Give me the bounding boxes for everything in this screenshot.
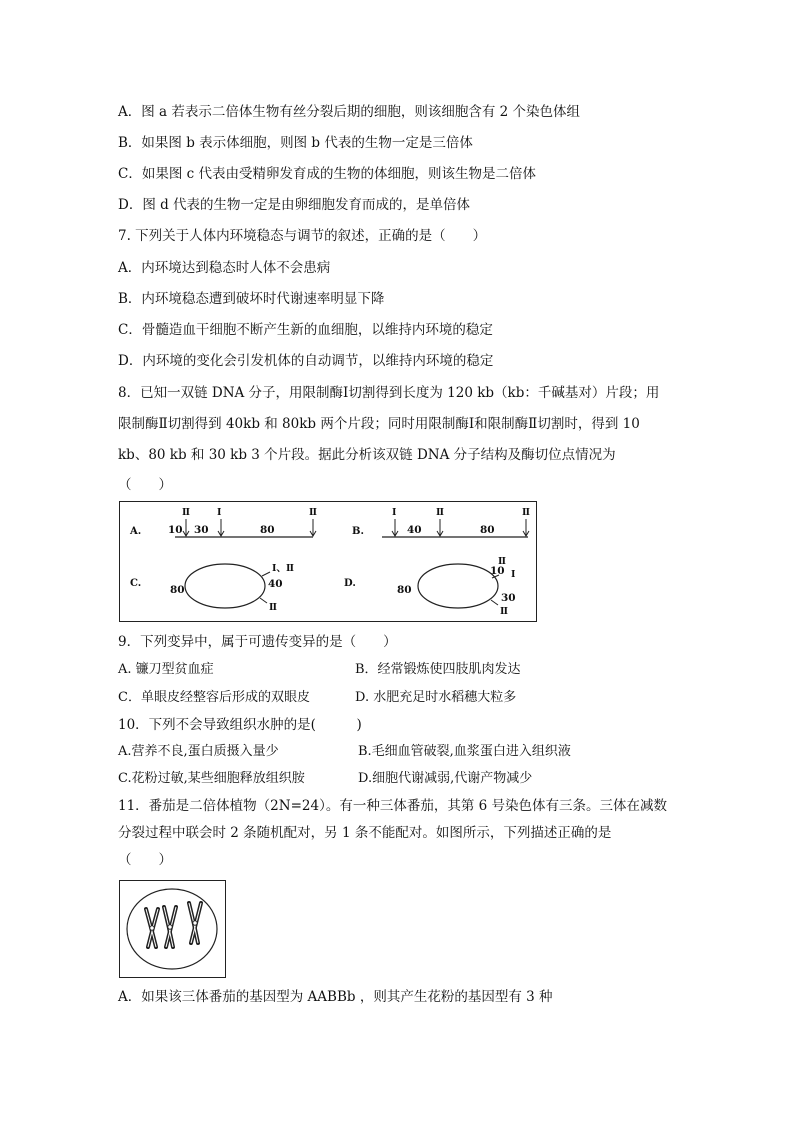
fig-b-site-i: Ⅰ [392,507,397,518]
fig-d-site-ii-2: Ⅱ [500,606,509,617]
q8-stem-line-3: kb、80 kb 和 30 kb 3 个片段。据此分析该双链 DNA 分子结构及酶切位点情况为 [118,447,616,463]
q10-option-c: C.花粉过敏,某些细胞释放组织胺 [118,771,305,786]
q11-cell-figure [119,880,226,978]
fig-a-num-1: 10 [168,524,183,536]
q10-option-d: D.细胞代谢减弱,代谢产物减少 [358,771,533,786]
q6-option-d: D．图 d 代表的生物一定是由卵细胞发育而成的，是单倍体 [118,197,471,213]
fig-d-site-i: Ⅰ [511,569,516,580]
q8-figure [119,501,537,622]
fig-b-num-1: 40 [407,524,422,536]
q7-stem: 7. 下列关于人体内环境稳态与调节的叙述，正确的是（ ） [118,228,487,244]
fig-b-site-ii-2: Ⅱ [522,507,531,518]
fig-d-site-ii-1: Ⅱ [498,556,507,567]
fig-b-num-2: 80 [480,524,495,536]
q8-figure-lines [120,502,538,623]
q7-option-d: D．内环境的变化会引发机体的自动调节，以维持内环境的稳定 [118,353,494,369]
q7-option-c: C．骨髓造血干细胞不断产生新的血细胞，以维持内环境的稳定 [118,322,493,338]
q8-stem-line-4: （ ） [118,477,172,493]
fig-a-site-ii-2: Ⅱ [309,507,318,518]
fig-d-num-2: 10 [490,565,505,577]
fig-d-num-3: 30 [501,592,516,604]
fig-label-a: A. [130,526,142,537]
fig-a-num-2: 30 [194,524,209,536]
fig-c-site-ii: Ⅱ [269,602,278,613]
q8-stem-line-2: 限制酶Ⅱ切割得到 40kb 和 80kb 两个片段；同时用限制酶Ⅰ和限制酶Ⅱ切割时，得到 10 [118,416,640,432]
q9-option-d: D. 水肥充足时水稻穗大粒多 [355,690,517,705]
fig-d-num-1: 80 [397,584,412,596]
fig-c-site-i-ii: Ⅰ、Ⅱ [272,563,294,574]
q6-option-b: B．如果图 b 表示体细胞，则图 b 代表的生物一定是三倍体 [118,135,473,151]
q9-stem: 9．下列变异中，属于可遗传变异的是（ ） [118,634,397,650]
q11-stem-line-1: 11．番茄是二倍体植物（2N=24）。有一种三体番茄，其第 6 号染色体有三条。三体在减数 [118,798,667,814]
cell-with-chromosomes [120,881,225,977]
q9-option-c: C．单眼皮经整容后形成的双眼皮 [118,690,310,705]
q10-stem: 10．下列不会导致组织水肿的是( ) [118,717,362,733]
q11-option-a: A．如果该三体番茄的基因型为 AABBb ，则其产生花粉的基因型有 3 种 [118,989,553,1005]
fig-a-site-i: Ⅰ [217,507,222,518]
q9-option-a: A. 镰刀型贫血症 [118,662,214,677]
q9-option-b: B．经常锻炼使四肢肌肉发达 [355,662,521,677]
fig-label-b: B. [352,526,364,537]
q10-option-b: B.毛细血管破裂,血浆蛋白进入组织液 [358,744,571,759]
q10-option-a: A.营养不良,蛋白质摄入量少 [118,744,279,759]
fig-label-c: C. [130,578,142,589]
fig-label-d: D. [344,578,356,589]
q8-stem-line-1: 8．已知一双链 DNA 分子，用限制酶Ⅰ切割得到长度为 120 kb（kb：千碱基对）片段；用 [118,385,660,401]
q11-stem-line-3: （ ） [118,852,172,868]
fig-a-num-3: 80 [260,524,275,536]
fig-a-site-ii-1: Ⅱ [182,507,191,518]
fig-c-num-1: 80 [170,584,185,596]
q6-option-c: C．如果图 c 代表由受精卵发育成的生物的体细胞，则该生物是二倍体 [118,166,536,182]
q6-option-a: A．图 a 若表示二倍体生物有丝分裂后期的细胞，则该细胞含有 2 个染色体组 [118,104,581,120]
fig-c-num-2: 40 [268,578,283,590]
q7-option-a: A．内环境达到稳态时人体不会患病 [118,260,331,276]
q11-stem-line-2: 分裂过程中联会时 2 条随机配对，另 1 条不能配对。如图所示，下列描述正确的是 [118,825,612,841]
q7-option-b: B．内环境稳态遭到破坏时代谢速率明显下降 [118,291,385,307]
fig-b-site-ii-1: Ⅱ [436,507,445,518]
